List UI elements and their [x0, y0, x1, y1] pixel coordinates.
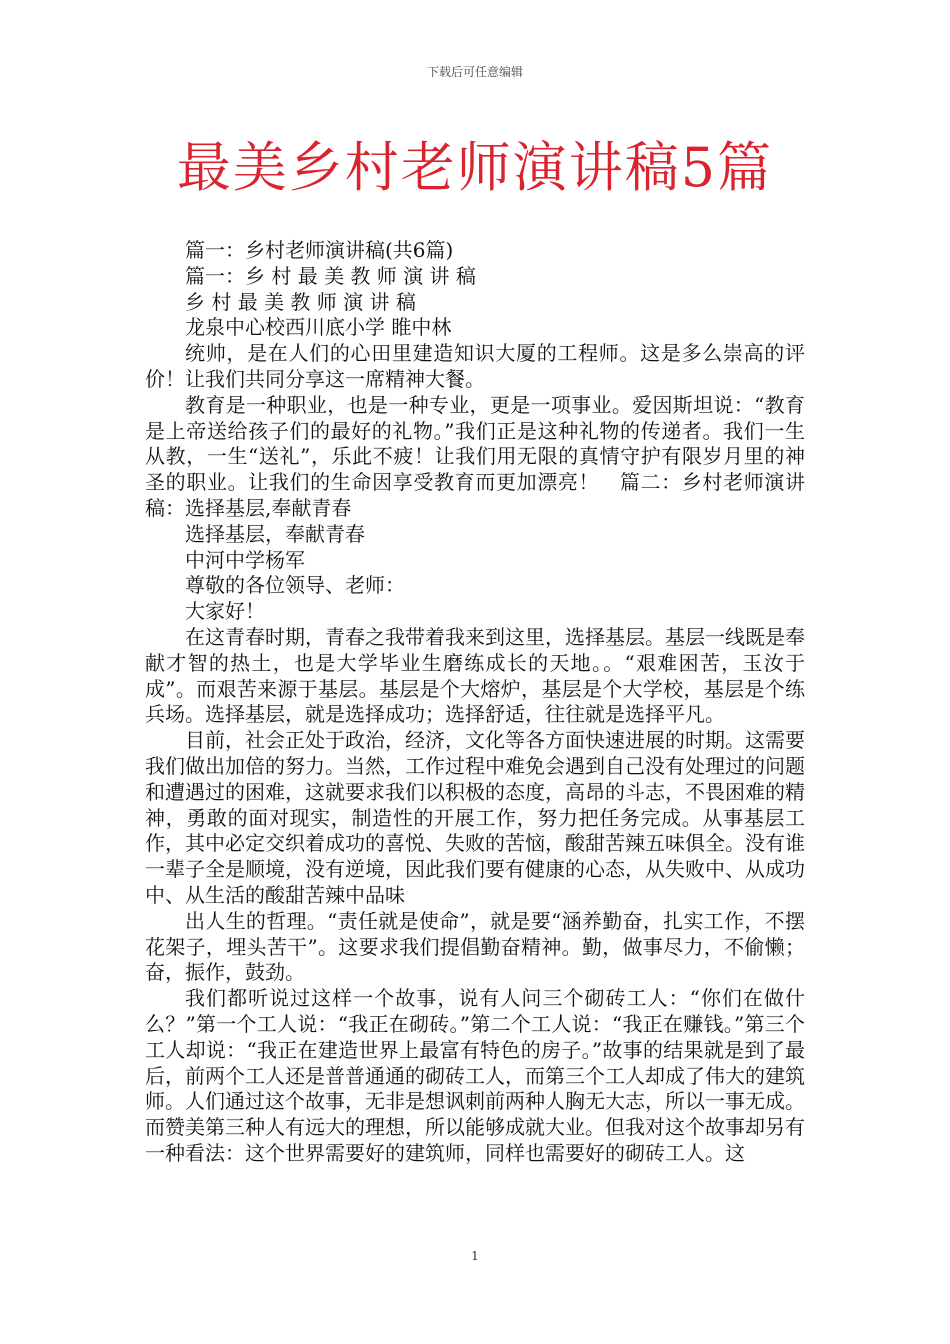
paragraph: 出人生的哲理。“责任就是使命”，就是要“涵养勤奋，扎实工作，不摆花架子，埋头苦干”。这要求我们提倡勤奋精神。勤，做事尽力，不偷懒；奋，振作，鼓劲。: [145, 908, 805, 985]
paragraph: 目前，社会正处于政治，经济，文化等各方面快速进展的时期。这需要我们做出加倍的努力。当然，工作过程中难免会遇到自己没有处理过的问题和遭遇过的困难，这就要求我们以积极的态度，高昂的斗志，不畏困难的精神，勇敢的面对现实，制造性的开展工作，努力把任务完成。从事基层工作，其中必定交织着成功的喜悦、失败的苦恼，酸甜苦辣五味俱全。没有谁一辈子全是顺境，没有逆境，因此我们要有健康的心态，从失败中、从成功中、从生活的酸甜苦辣中品味: [145, 728, 805, 907]
page-header-note: 下载后可任意编辑: [426, 65, 523, 79]
paragraph: 大家好！: [185, 599, 265, 624]
paragraph: 尊敬的各位领导、老师：: [185, 573, 405, 598]
paragraph: 选择基层，奉献青春: [185, 521, 365, 546]
paragraph: 统帅，是在人们的心田里建造知识大厦的工程师。这是多么崇高的评价！让我们共同分享这一席精神大餐。: [145, 341, 805, 391]
document-body: [145, 238, 805, 1167]
paragraph: 在这青春时期，青春之我带着我来到这里，选择基层。基层一线既是奉献才智的热土，也是大学毕业生磨练成长的天地。。“艰难困苦，玉汝于成”。而艰苦来源于基层。基层是个大熔炉，基层是个大学校，基层是个练兵场。选择基层，就是选择成功；选择舒适，往往就是选择平凡。: [145, 624, 805, 727]
paragraph: 篇一：乡村老师演讲稿(共6篇): [185, 238, 454, 262]
paragraph: 我们都听说过这样一个故事，说有人问三个砌砖工人：“你们在做什么？”第一个工人说：“我正在砌砖。”第二个工人说：“我正在赚钱。”第三个工人却说：“我正在建造世界上最富有特色的房子。”故事的结果就是到了最后，前两个工人还是普普通通的砌砖工人，而第三个工人却成了伟大的建筑师。人们通过这个故事，无非是想讽刺前两种人胸无大志，所以一事无成。而赞美第三种人有远大的理想，所以能够成就大业。但我对这个故事却另有一种看法：这个世界需要好的建筑师，同样也需要好的砌砖工人。这: [145, 986, 805, 1165]
paragraph: 中河中学杨军: [185, 547, 305, 572]
paragraph: 篇一：乡 村 最 美 教 师 演 讲 稿: [185, 263, 476, 288]
page-number: 1: [471, 1249, 479, 1263]
document-title: 最美乡村老师演讲稿5篇: [176, 136, 774, 199]
paragraph: 乡 村 最 美 教 师 演 讲 稿: [185, 289, 416, 314]
paragraph: 龙泉中心校西川底小学 睢中林: [185, 315, 452, 340]
paragraph: 教育是一种职业，也是一种专业，更是一项事业。爱因斯坦说：“教育是上帝送给孩子们的最好的礼物。”我们正是这种礼物的传递者。我们一生从教，一生“送礼”，乐此不疲！让我们用无限的真情守护有限岁月里的神圣的职业。让我们的生命因享受教育而更加漂亮！ 篇二：乡村老师演讲稿：选择基层,奉献青春: [145, 392, 805, 520]
